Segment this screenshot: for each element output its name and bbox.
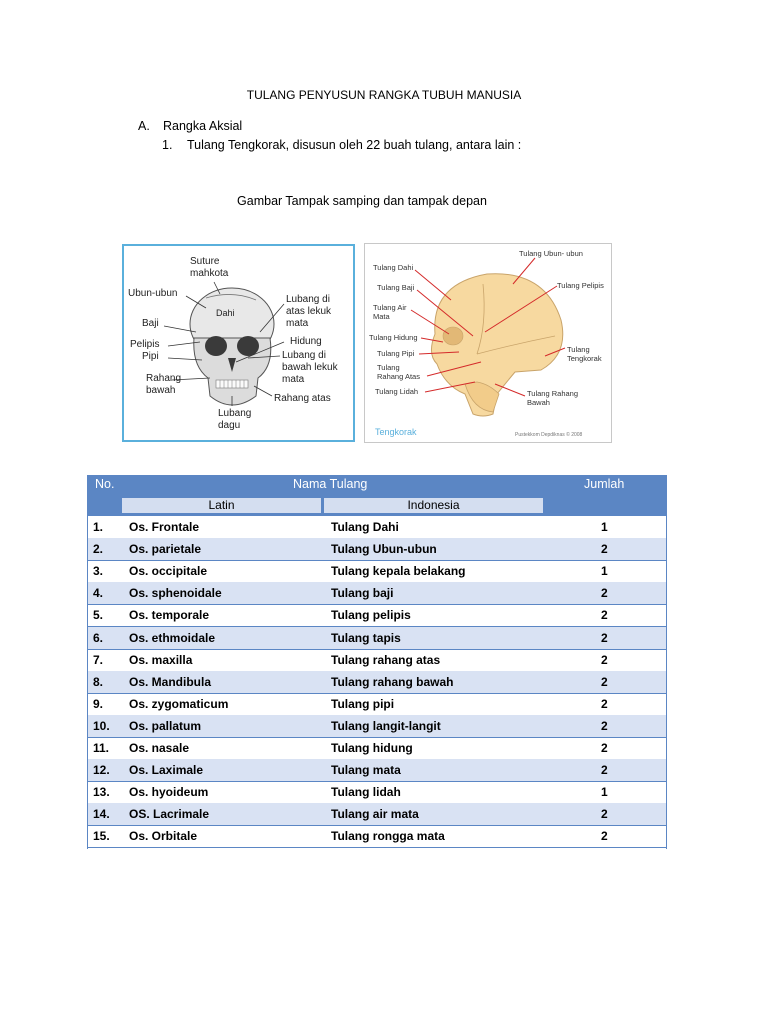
label-rahang-bawah-2-side: Bawah xyxy=(527,398,550,407)
cell-no: 10. xyxy=(93,718,110,733)
page-title: TULANG PENYUSUN RANGKA TUBUH MANUSIA xyxy=(246,88,522,102)
label-lubang-dagu-1: Lubang xyxy=(218,408,252,419)
table-row xyxy=(87,649,667,672)
label-hidung-side: Tulang Hidung xyxy=(369,333,418,342)
cell-latin: Os. hyoideum xyxy=(129,785,209,800)
table-row xyxy=(87,715,667,738)
cell-latin: Os. Frontale xyxy=(129,520,200,534)
figure-caption: Gambar Tampak samping dan tampak depan xyxy=(237,194,487,208)
label-dahi: Dahi xyxy=(216,308,235,318)
label-pipi: Pipi xyxy=(142,351,159,362)
cell-jumlah: 1 xyxy=(601,564,608,579)
header-nama: Nama Tulang xyxy=(293,477,368,491)
skull-side-figure xyxy=(364,243,612,443)
cell-indonesia: Tulang tapis xyxy=(331,630,401,645)
header-no: No. xyxy=(95,477,115,491)
cell-jumlah: 2 xyxy=(601,542,608,557)
cell-latin: Os. parietale xyxy=(129,542,202,557)
cell-no: 7. xyxy=(93,652,104,667)
label-lubang-bawah-2: bawah lekuk xyxy=(282,362,338,373)
table-row xyxy=(87,803,667,826)
label-rahang-atas-2: Rahang Atas xyxy=(377,372,420,381)
cell-indonesia: Tulang rahang bawah xyxy=(331,674,454,689)
label-lubang-bawah-3: mata xyxy=(282,374,305,385)
label-lubang-atas-3: mata xyxy=(286,318,309,329)
cell-no: 9. xyxy=(93,696,104,711)
cell-indonesia: Tulang pipi xyxy=(331,696,395,711)
cell-indonesia: Tulang baji xyxy=(331,586,394,601)
cell-latin: Os. Orbitale xyxy=(129,829,198,844)
label-dahi-side: Tulang Dahi xyxy=(373,263,414,272)
cell-indonesia: Tulang pelipis xyxy=(331,608,411,623)
cell-jumlah: 2 xyxy=(601,630,608,645)
cell-indonesia: Tulang kepala belakang xyxy=(331,564,466,579)
cell-no: 1. xyxy=(93,520,104,534)
cell-indonesia: Tulang mata xyxy=(331,763,401,778)
cell-latin: Os. Laximale xyxy=(129,763,204,778)
table-row xyxy=(87,737,667,760)
cell-jumlah: 2 xyxy=(601,696,608,711)
label-lubang-atas-2: atas lekuk xyxy=(286,306,332,317)
skull-front-figure xyxy=(122,244,355,442)
label-tengkorak-2: Tengkorak xyxy=(567,354,602,363)
cell-latin: Os. nasale xyxy=(129,741,190,755)
label-credit: Pustekkom Depdiknas © 2008 xyxy=(515,432,583,438)
cell-jumlah: 2 xyxy=(601,608,608,623)
label-ubun: Ubun-ubun xyxy=(128,288,178,299)
cell-latin: Os. maxilla xyxy=(129,652,193,667)
header-latin: Latin xyxy=(122,498,321,513)
cell-latin: Os. temporale xyxy=(129,608,210,623)
label-baji: Baji xyxy=(142,318,159,329)
label-baji-side: Tulang Baji xyxy=(377,283,415,292)
label-pipi-side: Tulang Pipi xyxy=(377,349,415,358)
cell-indonesia: Tulang lidah xyxy=(331,785,401,800)
cell-indonesia: Tulang rahang atas xyxy=(331,652,441,667)
cell-indonesia: Tulang langit-langit xyxy=(331,718,441,733)
label-lubang-dagu-2: dagu xyxy=(218,420,241,431)
table-row xyxy=(87,604,667,627)
cell-jumlah: 2 xyxy=(601,741,608,755)
label-suture: Suture xyxy=(190,256,220,267)
cell-jumlah: 2 xyxy=(601,807,608,822)
cell-jumlah: 2 xyxy=(601,674,608,689)
label-lidah-side: Tulang Lidah xyxy=(375,387,419,396)
cell-no: 2. xyxy=(93,542,104,557)
table-header xyxy=(87,475,667,516)
label-pelipis-side: Tulang Pelipis xyxy=(557,281,604,290)
cell-no: 11. xyxy=(93,741,110,755)
section-label: A. xyxy=(138,119,150,133)
label-tengkorak-1: Tulang xyxy=(567,345,590,354)
cell-no: 3. xyxy=(93,564,104,579)
label-rahang-bawah-1-side: Tulang Rahang xyxy=(527,389,579,398)
label-air-mata-2: Mata xyxy=(373,312,390,321)
cell-latin: Os. pallatum xyxy=(129,718,202,733)
table-row xyxy=(87,538,667,561)
label-pelipis: Pelipis xyxy=(130,339,160,350)
table-row xyxy=(87,825,667,848)
label-air-mata-1: Tulang Air xyxy=(373,303,407,312)
label-rahang-bawah-2: bawah xyxy=(146,385,176,396)
header-indonesia: Indonesia xyxy=(324,498,543,513)
label-rahang-bawah-1: Rahang xyxy=(146,373,182,384)
cell-no: 15. xyxy=(93,829,110,844)
cell-jumlah: 1 xyxy=(601,520,608,534)
cell-indonesia: Tulang Dahi xyxy=(331,520,399,534)
table-row xyxy=(87,560,667,583)
cell-no: 13. xyxy=(93,785,110,800)
cell-jumlah: 1 xyxy=(601,785,608,800)
cell-no: 14. xyxy=(93,807,110,822)
label-ubun-side: Tulang Ubun- ubun xyxy=(519,249,583,258)
item-number: 1. xyxy=(162,138,173,152)
cell-jumlah: 2 xyxy=(601,763,608,778)
cell-jumlah: 2 xyxy=(601,829,608,844)
cell-jumlah: 2 xyxy=(601,718,608,733)
cell-indonesia: Tulang rongga mata xyxy=(331,829,445,844)
cell-latin: Os. ethmoidale xyxy=(129,630,216,645)
table-row xyxy=(87,516,667,539)
label-rahang-atas-1: Tulang xyxy=(377,363,400,372)
table-row xyxy=(87,759,667,782)
cell-jumlah: 2 xyxy=(601,652,608,667)
cell-no: 4. xyxy=(93,586,104,601)
cell-no: 8. xyxy=(93,674,104,689)
skull-side-drawing xyxy=(365,244,611,442)
cell-latin: Os. occipitale xyxy=(129,564,208,579)
table-row xyxy=(87,671,667,694)
table-row xyxy=(87,582,667,605)
section-title: Rangka Aksial xyxy=(163,119,243,133)
cell-latin: Os. Mandibula xyxy=(129,674,212,689)
cell-indonesia: Tulang air mata xyxy=(331,807,419,822)
cell-no: 12. xyxy=(93,763,110,778)
cell-indonesia: Tulang hidung xyxy=(331,741,413,755)
table-row xyxy=(87,693,667,716)
cell-latin: Os. zygomaticum xyxy=(129,696,229,711)
label-hidung: Hidung xyxy=(290,336,322,347)
cell-latin: Os. sphenoidale xyxy=(129,586,222,601)
table-row xyxy=(87,781,667,804)
label-lubang-atas-1: Lubang di xyxy=(286,294,330,305)
label-lubang-bawah-1: Lubang di xyxy=(282,350,326,361)
cell-no: 5. xyxy=(93,608,104,623)
skull-front-drawing xyxy=(124,246,353,440)
cell-latin: OS. Lacrimale xyxy=(129,807,210,822)
cell-jumlah: 2 xyxy=(601,586,608,601)
label-tengkorak-caption: Tengkorak xyxy=(375,427,417,437)
header-jumlah: Jumlah xyxy=(584,477,625,491)
table-row xyxy=(87,627,667,650)
item-text: Tulang Tengkorak, disusun oleh 22 buah tulang, antara lain : xyxy=(187,138,522,152)
label-rahang-atas: Rahang atas xyxy=(274,393,331,404)
label-mahkota: mahkota xyxy=(190,268,229,279)
cell-no: 6. xyxy=(93,630,104,645)
cell-indonesia: Tulang Ubun-ubun xyxy=(331,542,437,557)
